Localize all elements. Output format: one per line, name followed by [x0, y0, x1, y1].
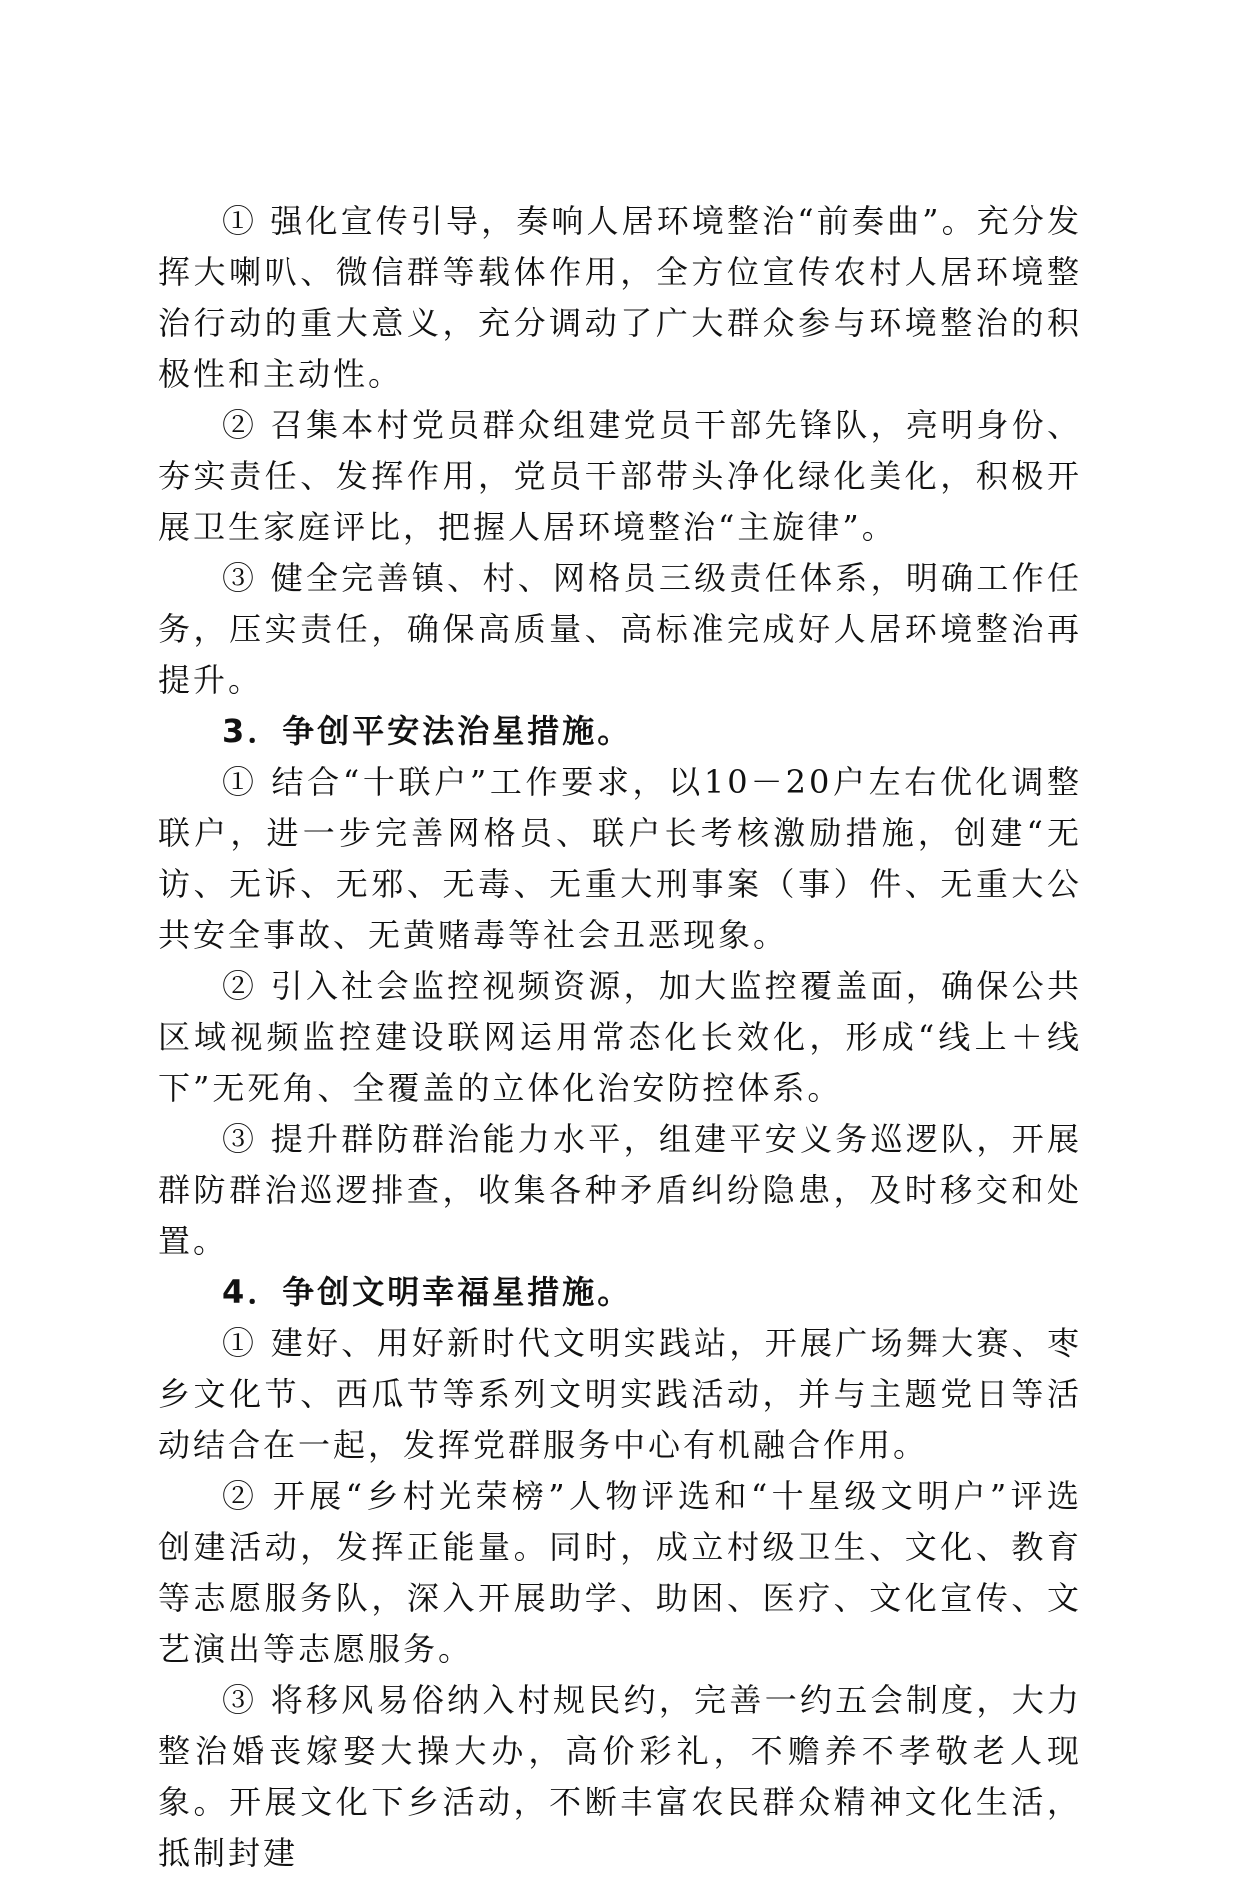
paragraph-patrol: ③ 提升群防群治能力水平，组建平安义务巡逻队，开展群防群治巡逻排查，收集各种矛盾纠纷隐患，及时移交和处置。: [158, 1120, 1082, 1260]
section-heading-civilization: 4．争创文明幸福星措施。: [222, 1273, 633, 1311]
paragraph-honor-roll: ② 开展“乡村光荣榜”人物评选和“十星级文明户”评选创建活动，发挥正能量。同时，成立村级卫生、文化、教育等志愿服务队，深入开展助学、助困、医疗、文化宣传、文艺演出等志愿服务。: [158, 1477, 1082, 1668]
document-body: [158, 196, 1082, 1879]
paragraph-vanguard: ② 召集本村党员群众组建党员干部先锋队，亮明身份、夯实责任、发挥作用，党员干部带头净化绿化美化，积极开展卫生家庭评比，把握人居环境整治“主旋律”。: [158, 406, 1082, 546]
paragraph-customs: ③ 将移风易俗纳入村规民约，完善一约五会制度，大力整治婚丧嫁娶大操大办，高价彩礼，不赡养不孝敬老人现象。开展文化下乡活动，不断丰富农民群众精神文化生活，抵制封建: [158, 1681, 1082, 1872]
paragraph-propaganda: ① 强化宣传引导，奏响人居环境整治“前奏曲”。充分发挥大喇叭、微信群等载体作用，全方位宣传农村人居环境整治行动的重大意义，充分调动了广大群众参与环境整治的积极性和主动性。: [158, 202, 1082, 393]
paragraph-surveillance: ② 引入社会监控视频资源，加大监控覆盖面，确保公共区域视频监控建设联网运用常态化长效化，形成“线上＋线下”无死角、全覆盖的立体化治安防控体系。: [158, 967, 1082, 1107]
section-heading-safety: 3．争创平安法治星措施。: [222, 712, 633, 750]
paragraph-ten-households: ① 结合“十联户”工作要求，以10－20户左右优化调整联户，进一步完善网格员、联户长考核激励措施，创建“无访、无诉、无邪、无毒、无重大刑事案（事）件、无重大公共安全事故、无黄赌毒等社会丑恶现象。: [158, 763, 1082, 954]
paragraph-responsibility: ③ 健全完善镇、村、网格员三级责任体系，明确工作任务，压实责任，确保高质量、高标准完成好人居环境整治再提升。: [158, 559, 1082, 699]
paragraph-practice-station: ① 建好、用好新时代文明实践站，开展广场舞大赛、枣乡文化节、西瓜节等系列文明实践活动，并与主题党日等活动结合在一起，发挥党群服务中心有机融合作用。: [158, 1324, 1082, 1464]
